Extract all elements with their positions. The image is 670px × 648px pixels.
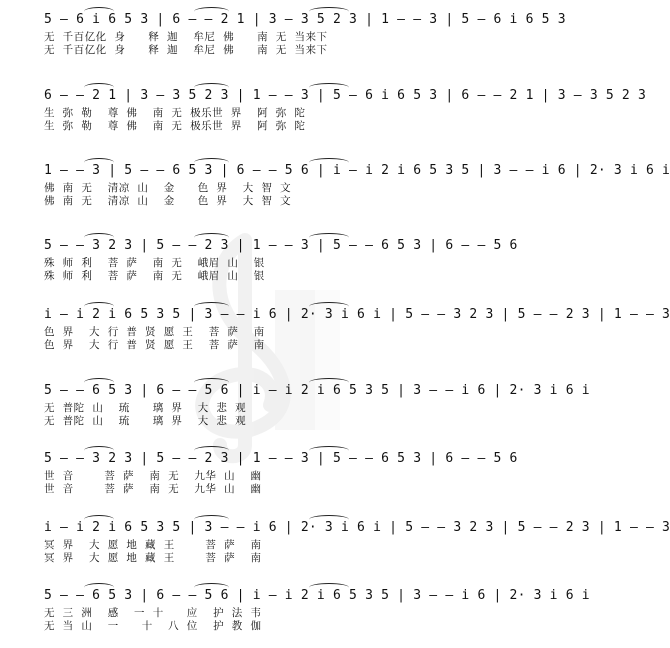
slur-mark [194,233,229,242]
slur-mark [84,233,114,242]
lyrics-line-2: 无 当 山 一 十 八 位 护 教 伽 [44,620,262,632]
slur-mark [194,302,229,311]
slur-mark [194,515,229,524]
lyrics-line-2: 殊 师 利 菩 萨 南 无 峨眉 山 银 [44,270,265,282]
lyrics-line-2: 世 音 菩 萨 南 无 九华 山 幽 [44,483,262,495]
lyrics-line-2: 佛 南 无 清凉 山 金 色 界 大 智 文 [44,195,292,207]
lyrics-line-1: 色 界 大 行 普 贤 愿 王 菩 萨 南 [44,326,265,338]
slur-mark [84,583,114,592]
slur-mark [84,7,114,16]
lyrics-line-1: 无 普陀 山 琉 璃 界 大 悲 观 [44,402,247,414]
notation-line: i – i 2 i 6 5 3 5 | 3 – – i 6 | 2· 3 i 6 i | 5 – – 3 2 3 | 5 – – 2 3 | 1 – – 3 [44,520,670,535]
slur-mark [84,83,114,92]
slur-mark [84,515,114,524]
slur-mark [309,83,349,92]
slur-mark [194,158,229,167]
lyrics-line-1: 世 音 菩 萨 南 无 九华 山 幽 [44,470,262,482]
notation-line: 5 – – 6 5 3 | 6 – – 5 6 | i – i 2 i 6 5 3 5 | 3 – – i 6 | 2· 3 i 6 i [44,383,590,398]
slur-mark [194,446,229,455]
lyrics-line-1: 冥 界 大 愿 地 藏 王 菩 萨 南 [44,539,262,551]
notation-line: 1 – – 3 | 5 – – 6 5 3 | 6 – – 5 6 | i – i 2 i 6 5 3 5 | 3 – – i 6 | 2· 3 i 6 i [44,163,670,178]
lyrics-line-1: 殊 师 利 菩 萨 南 无 峨眉 山 银 [44,257,265,269]
slur-mark [309,302,349,311]
slur-mark [309,446,349,455]
slur-mark [309,515,349,524]
score-system [0,451,518,511]
slur-mark [194,583,229,592]
slur-mark [309,233,349,242]
slur-mark [194,378,229,387]
lyrics-line-1: 无 三 洲 感 一 十 应 护 法 韦 [44,607,262,619]
slur-mark [84,302,114,311]
lyrics-line-2: 无 千百亿化 身 释 迦 牟尼 佛 南 无 当来下 [44,44,328,56]
notation-line: 5 – – 3 2 3 | 5 – – 2 3 | 1 – – 3 | 5 – – 6 5 3 | 6 – – 5 6 [44,451,518,466]
score-system [0,588,590,648]
score-system [0,12,566,72]
lyrics-line-1: 佛 南 无 清凉 山 金 色 界 大 智 文 [44,182,292,194]
notation-line: 5 – 6 i 6 5 3 | 6 – – 2 1 | 3 – 3 5 2 3 | 1 – – 3 | 5 – 6 i 6 5 3 [44,12,566,27]
score-system [0,383,590,443]
slur-mark [194,7,229,16]
slur-mark [309,583,349,592]
notation-line: 5 – – 6 5 3 | 6 – – 5 6 | i – i 2 i 6 5 3 5 | 3 – – i 6 | 2· 3 i 6 i [44,588,590,603]
notation-line: 5 – – 3 2 3 | 5 – – 2 3 | 1 – – 3 | 5 – – 6 5 3 | 6 – – 5 6 [44,238,518,253]
notation-line: i – i 2 i 6 5 3 5 | 3 – – i 6 | 2· 3 i 6 i | 5 – – 3 2 3 | 5 – – 2 3 | 1 – – 3 [44,307,670,322]
slur-mark [309,158,349,167]
score-system [0,88,646,148]
slur-mark [84,446,114,455]
notation-line: 6 – – 2 1 | 3 – 3 5 2 3 | 1 – – 3 | 5 – 6 i 6 5 3 | 6 – – 2 1 | 3 – 3 5 2 3 [44,88,646,103]
score-system [0,307,670,367]
score-system [0,163,670,223]
slur-mark [309,378,349,387]
lyrics-line-1: 无 千百亿化 身 释 迦 牟尼 佛 南 无 当来下 [44,31,328,43]
slur-mark [84,158,114,167]
slur-mark [194,83,229,92]
lyrics-line-2: 无 普陀 山 琉 璃 界 大 悲 观 [44,415,247,427]
slur-mark [84,378,114,387]
lyrics-line-2: 色 界 大 行 普 贤 愿 王 菩 萨 南 [44,339,265,351]
score-system [0,520,670,580]
score-system [0,238,518,298]
lyrics-line-2: 冥 界 大 愿 地 藏 王 菩 萨 南 [44,552,262,564]
slur-mark [309,7,349,16]
lyrics-line-1: 生 弥 勒 尊 佛 南 无 极乐世 界 阿 弥 陀 [44,107,306,119]
lyrics-line-2: 生 弥 勒 尊 佛 南 无 极乐世 界 阿 弥 陀 [44,120,306,132]
